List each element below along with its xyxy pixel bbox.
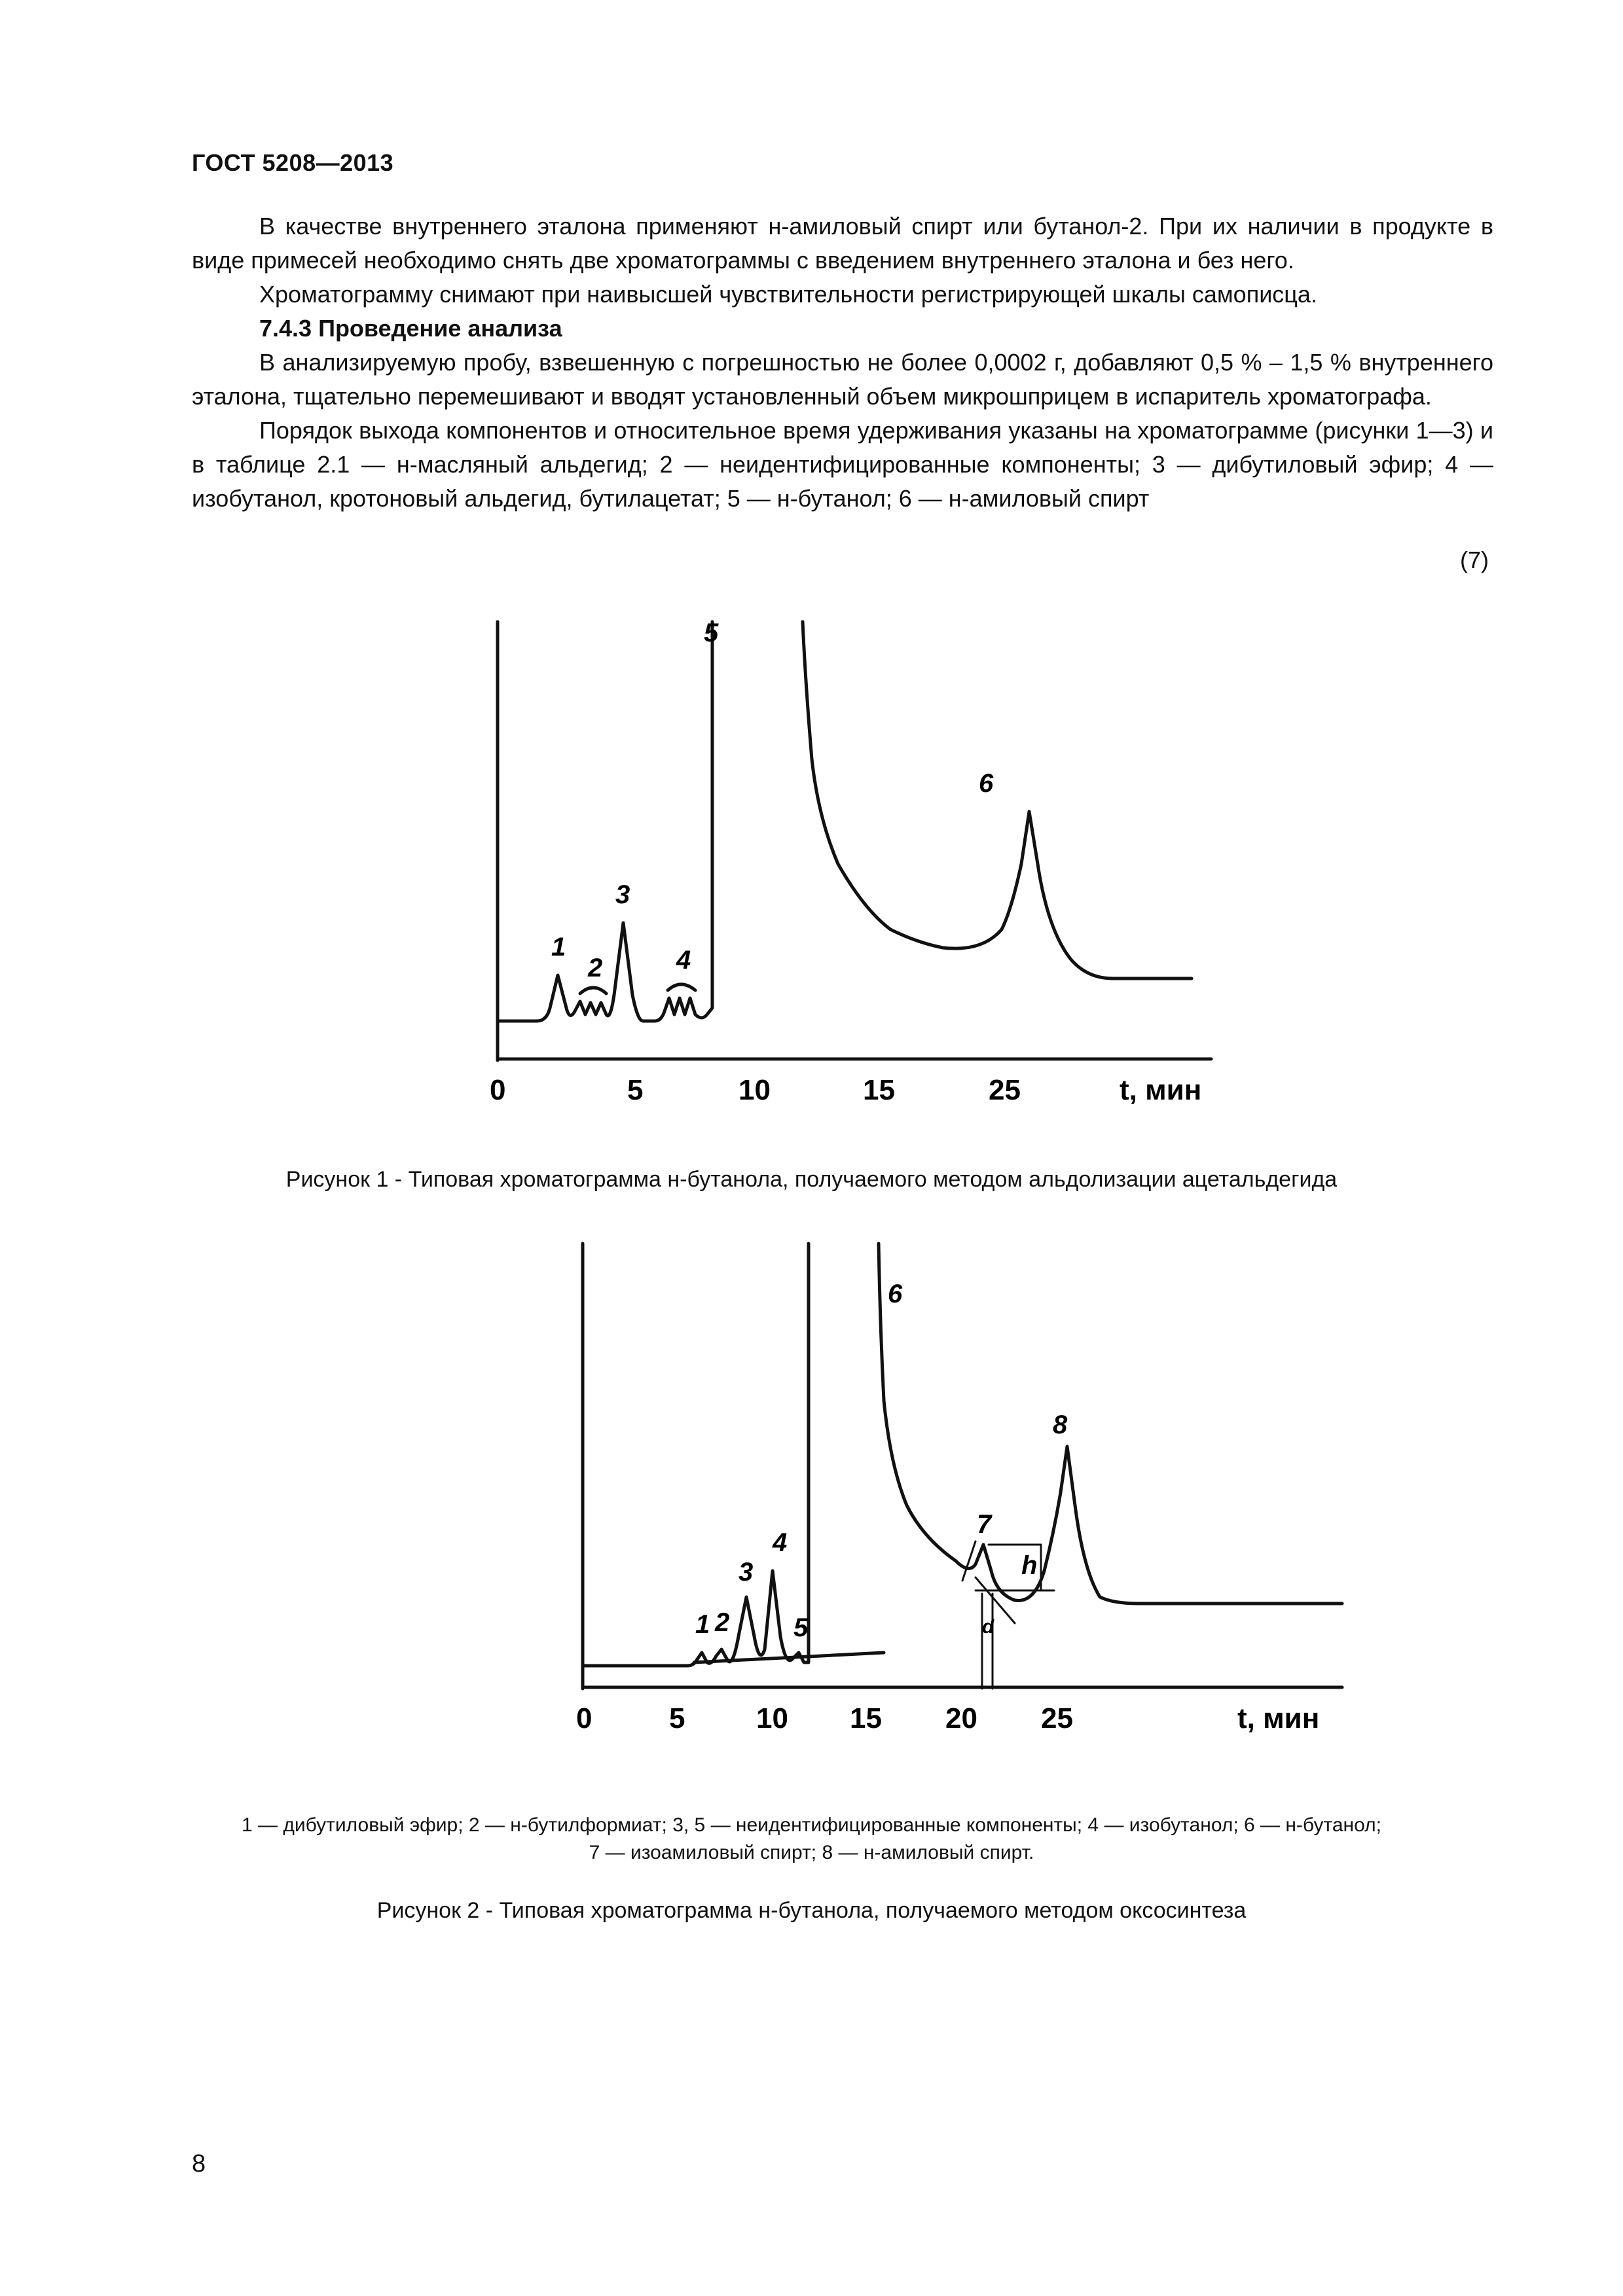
tick-5: 5 bbox=[627, 1074, 644, 1106]
tick-20: 20 bbox=[945, 1702, 977, 1734]
figure-2-legend-line-2: 7 — изоамиловый спирт; 8 — н-амиловый спирт. bbox=[589, 1842, 1034, 1863]
peak-label-5: 5 bbox=[704, 619, 719, 647]
paragraph-sensitivity: Хроматограмму снимают при наивысшей чувствительности регистрирующей шкалы самописца. bbox=[259, 281, 1317, 308]
signal-trace bbox=[584, 1244, 809, 1666]
peak-label-4: 4 bbox=[676, 946, 691, 975]
tick-15: 15 bbox=[850, 1702, 882, 1734]
peak-label-6: 6 bbox=[979, 769, 994, 798]
tick-5: 5 bbox=[669, 1702, 685, 1734]
paragraph-sample-prep: В анализируемую пробу, взвешенную с погрешностью не более 0,0002 г, добавляют 0,5 % – 1,5 % внутреннего эталона, тщательно перемешивают и вводят установленный объем микрошприцем в испаритель хроматографа. bbox=[192, 349, 1493, 410]
peak-label-6: 6 bbox=[888, 1280, 903, 1308]
peak-label-1: 1 bbox=[551, 933, 566, 961]
figure-2-legend-line-1: 1 — дибутиловый эфир; 2 — н-бутилформиат; 3, 5 — неидентифицированные компоненты; 4 — изобутанол; 6 — н-бутанол; bbox=[242, 1814, 1381, 1836]
chromatogram-figure-2 bbox=[556, 1230, 1375, 1754]
body-text bbox=[192, 209, 1493, 516]
mark-d: d bbox=[982, 1616, 994, 1638]
signal-trace-tail bbox=[879, 1244, 1342, 1604]
peak-label-8: 8 bbox=[1053, 1410, 1068, 1439]
tick-25: 25 bbox=[989, 1074, 1021, 1106]
chromatogram-figure-1 bbox=[458, 602, 1244, 1126]
peak-label-2: 2 bbox=[715, 1608, 730, 1637]
peak-label-5: 5 bbox=[793, 1613, 809, 1642]
tick-0: 0 bbox=[576, 1702, 593, 1734]
tick-0: 0 bbox=[490, 1074, 506, 1106]
peak-label-1: 1 bbox=[695, 1610, 710, 1639]
section-heading: 7.4.3 Проведение анализа bbox=[259, 315, 562, 342]
tick-15: 15 bbox=[863, 1074, 895, 1106]
paragraph-internal-standard: В качестве внутреннего эталона применяют н-амиловый спирт или бутанол-2. При их наличии в продукте в виде примесей необходимо снять две хроматограммы с введением внутреннего эталона и без него. bbox=[192, 213, 1493, 274]
peak-label-4: 4 bbox=[773, 1528, 788, 1557]
peak-label-3: 3 bbox=[615, 880, 630, 909]
peak-label-2: 2 bbox=[588, 954, 603, 982]
peak-label-3: 3 bbox=[739, 1558, 754, 1587]
signal-trace-tail bbox=[803, 622, 1192, 978]
bracket-peak-2 bbox=[580, 988, 606, 994]
tick-10: 10 bbox=[756, 1702, 788, 1734]
page-number: 8 bbox=[192, 2150, 206, 2178]
peak-label-7: 7 bbox=[977, 1510, 992, 1539]
figure-2-caption: Рисунок 2 - Типовая хроматограмма н-бутанола, получаемого методом оксосинтеза bbox=[376, 1898, 1247, 1923]
tick-25: 25 bbox=[1041, 1702, 1073, 1734]
document-header: ГОСТ 5208—2013 bbox=[192, 149, 394, 176]
tick-10: 10 bbox=[739, 1074, 771, 1106]
equation-number: (7) bbox=[1460, 547, 1489, 573]
bracket-peak-4 bbox=[668, 984, 695, 990]
mark-h: h bbox=[1021, 1551, 1038, 1580]
axis-unit-label: t, мин bbox=[1120, 1074, 1202, 1106]
paragraph-elution-order: Порядок выхода компонентов и относительное время удерживания указаны на хроматограмме (рисунки 1—3) и в таблице 2.1 — н-масляный альдегид; 2 — неидентифицированные компоненты; 3 — дибутиловый эфир; 4 — изобутанол, кротоновый альдегид, бутилацетат; 5 — н-бутанол; 6 — н-амиловый спирт bbox=[192, 417, 1493, 512]
axis-unit-label: t, мин bbox=[1237, 1702, 1320, 1734]
figure-1-caption: Рисунок 1 - Типовая хроматограмма н-бутанола, получаемого методом альдолизации ацетальдегида bbox=[285, 1167, 1338, 1192]
